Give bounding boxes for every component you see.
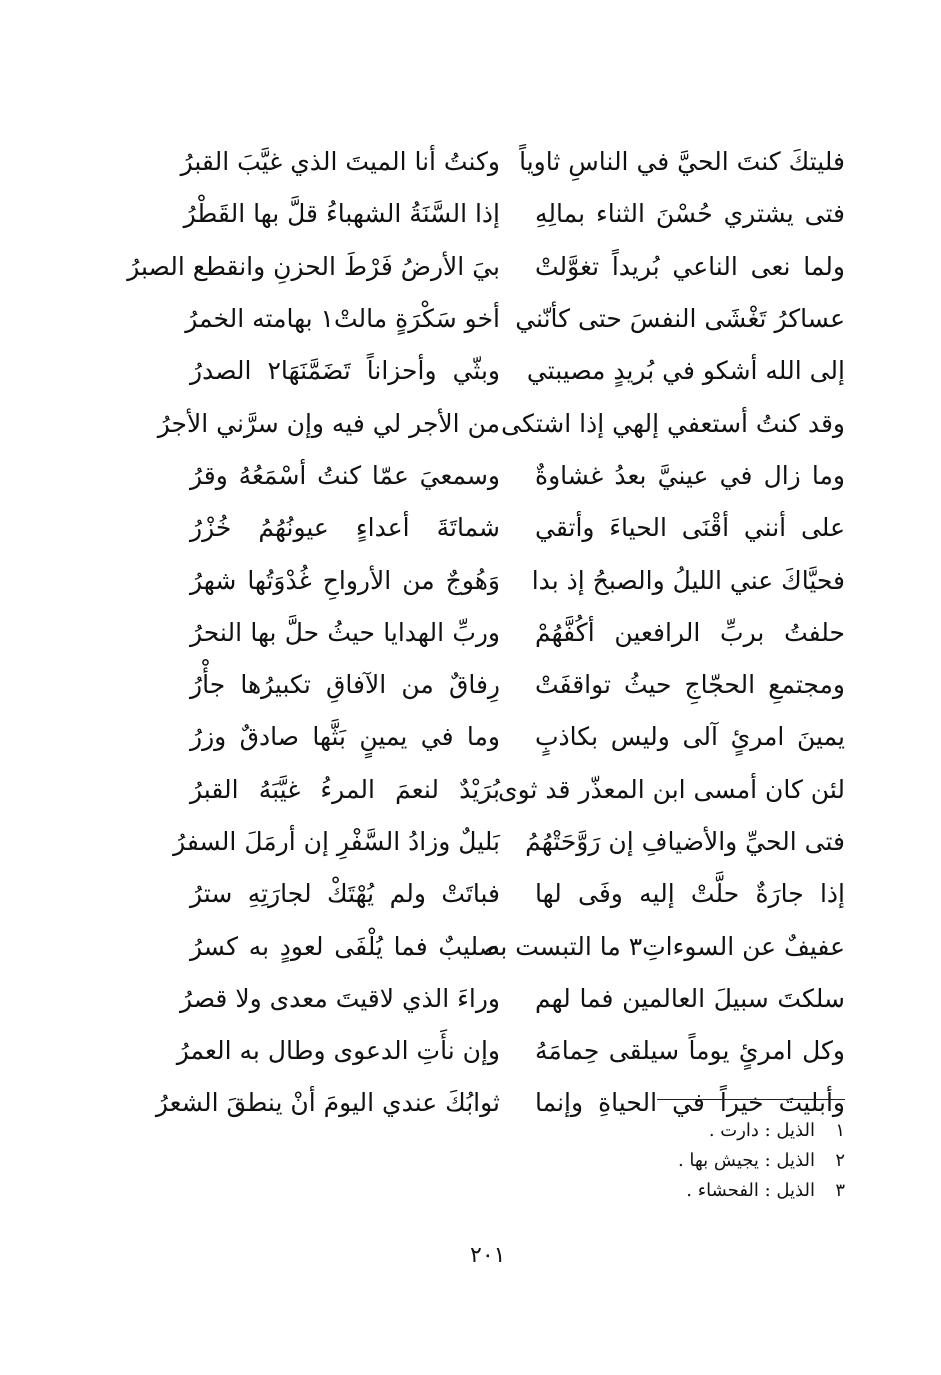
verse-line — [127, 241, 845, 293]
verse-line — [183, 188, 845, 240]
footnote-text: الذيل : الفحشاء . — [686, 1179, 815, 1201]
second-hemistich: أخو سَكْرَةٍ مالتْ١ بهامته الخمرُ — [185, 304, 500, 334]
second-hemistich: من الأجر لي فيه وإن سرَّني الأجرُ — [157, 408, 500, 438]
second-hemistich: بَليلٌ وزادُ السَّفْرِ إن أرمَلَ السفرُ — [173, 827, 500, 856]
second-hemistich: إذا السَّنَةُ الشهباءُ قلَّ بها القَطْرُ — [183, 199, 500, 229]
footnote-text: الذيل : دارت . — [708, 1119, 815, 1141]
second-hemistich: وإن نأَتِ الدعوى وطال به العمرُ — [176, 1036, 500, 1066]
first-hemistich: فتى يشتري حُسْنَ الثناء بمالِهِ — [535, 199, 845, 229]
page-number: ٢٠١ — [470, 1243, 506, 1268]
second-hemistich: شماتَةَ أعداءٍ عيونُهُمُ خُزْرُ — [190, 513, 500, 543]
first-hemistich: إلى الله أشكو في بُريدٍ مصيبتي — [526, 356, 845, 386]
first-hemistich: إذا جارَةٌ حلَّتْ إليه وفَى لها — [535, 879, 845, 909]
footnote-number: ٣ — [835, 1179, 845, 1201]
verse-line — [190, 711, 845, 763]
footnote-number: ٢ — [835, 1149, 845, 1171]
verse-line — [190, 554, 845, 606]
verse-line — [173, 816, 845, 868]
footnote-text: الذيل : يجيش بها . — [677, 1149, 815, 1171]
first-hemistich: ولما نعى الناعي بُريداً تغوَّلتْ — [535, 251, 845, 281]
second-hemistich: وبثّي وأحزاناً تَضَمَّنَهَا٢ الصدرُ — [190, 356, 500, 386]
second-hemistich: وسمعيَ عمّا كنتُ أسْمَعُهُ وقرُ — [190, 460, 500, 490]
second-hemistich: بيَ الأرضُ فَرْطَ الحزنِ وانقطع الصبرُ — [127, 251, 500, 281]
verse-line — [157, 397, 845, 449]
second-hemistich: وما في يمينٍ بَثَّها صادقٌ وزرُ — [190, 722, 500, 752]
second-hemistich: ثوابُكَ عندي اليومَ أنْ ينطقَ الشعرُ — [155, 1088, 500, 1118]
first-hemistich: عفيفٌ عن السوءاتِ٣ ما التبست به — [486, 931, 845, 961]
first-hemistich: وقد كنتُ أستعفي إلهي إذا اشتكى — [501, 408, 845, 438]
poem — [127, 136, 845, 1130]
first-hemistich: سلكتَ سبيلَ العالمين فما لهم — [535, 983, 845, 1013]
first-hemistich: فحيَّاكَ عني الليلُ والصبحُ إذ بدا — [531, 565, 845, 595]
first-hemistich: ومجتمعِ الحجّاجِ حيثُ تواقفَتْ — [535, 670, 845, 700]
verse-line — [190, 659, 845, 711]
footnotes — [560, 1115, 845, 1205]
second-hemistich: رِفاقٌ من الآفاقِ تكبيرُها جأْرُ — [190, 670, 500, 700]
second-hemistich: بُرَيْدٌ لنعمَ المرءُ غيَّبَهُ القبرُ — [190, 774, 500, 804]
first-hemistich: لئن كان أمسى ابن المعذّر قد ثوى — [498, 774, 845, 804]
first-hemistich: يمينَ امرئٍ آلى وليس بكاذبٍ — [535, 722, 845, 752]
first-hemistich: وكل امرئٍ يوماً سيلقى حِمامَهُ — [535, 1036, 845, 1066]
first-hemistich: فتى الحيِّ والأضيافِ إن رَوَّحَتْهُمُ — [525, 827, 845, 856]
first-hemistich: عساكرُ تَغْشَى النفسَ حتى كأنّني — [515, 304, 845, 334]
verse-line — [180, 136, 845, 188]
verse-line — [190, 502, 845, 554]
first-hemistich: على أنني أقْنَى الحياءَ وأتقي — [535, 513, 845, 543]
verse-line — [190, 868, 845, 920]
verse-line — [179, 973, 845, 1025]
footnote — [560, 1115, 845, 1145]
second-hemistich: وربِّ الهدايا حيثُ حلَّ بها النحرُ — [190, 617, 500, 647]
first-hemistich: فليتكَ كنتَ الحيَّ في الناسِ ثاوياً — [519, 147, 845, 177]
verse-line — [190, 345, 845, 397]
footnote — [560, 1145, 845, 1175]
verse-line — [190, 920, 845, 972]
verse-line — [185, 293, 845, 345]
second-hemistich: وَهُوجٌ من الأرواحِ غُدْوَتُها شهرُ — [190, 565, 500, 595]
footnote-number: ١ — [835, 1119, 845, 1141]
footnote — [560, 1175, 845, 1205]
second-hemistich: صليبٌ فما يُلْفَى لعودٍ به كسرُ — [190, 931, 500, 961]
first-hemistich: حلفتُ بربِّ الرافعين أكُفَّهُمْ — [535, 617, 845, 647]
footnote-rule — [657, 1099, 845, 1100]
second-hemistich: وكنتُ أنا الميتَ الذي غيَّبَ القبرُ — [180, 147, 500, 177]
verse-line — [190, 764, 845, 816]
verse-line — [190, 450, 845, 502]
second-hemistich: فباتَتْ ولم يُهْتَكْ لجارَتِهِ سترُ — [190, 879, 500, 909]
first-hemistich: وأبليتَ خيراً في الحياةِ وإنما — [535, 1088, 845, 1118]
second-hemistich: وراءَ الذي لاقيتَ معدى ولا قصرُ — [179, 983, 500, 1013]
verse-line — [190, 607, 845, 659]
verse-line — [176, 1025, 845, 1077]
first-hemistich: وما زال في عينيَّ بعدُ غشاوةٌ — [535, 460, 845, 490]
